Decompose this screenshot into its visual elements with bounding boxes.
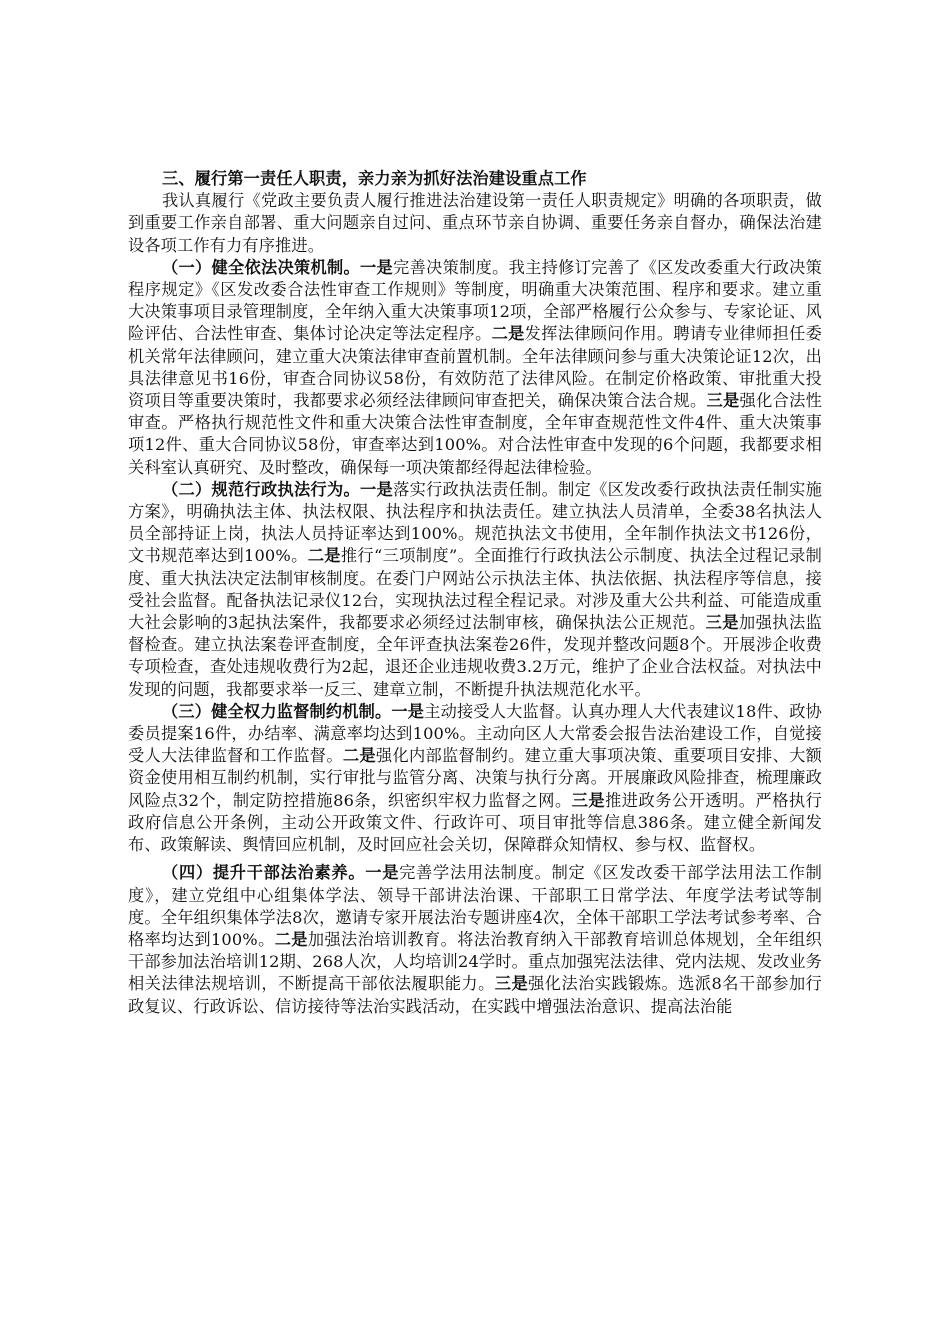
point-lead: 一是 xyxy=(391,701,425,721)
subsection-title: （一）健全依法决策机制。 xyxy=(162,257,361,277)
point-text: 强化内部监督制约。建立重大事项决策、重要项目安排、大额资金使用相互制约机制，实行审批与监管分离、决策与执行分离。开展廉政风险排查，梳理廉政风险点32个，制定防控措施86条，织密织牢权力监督之网。 xyxy=(128,746,822,810)
point-lead: 二是 xyxy=(307,546,341,566)
paragraph-legal-literacy xyxy=(128,862,822,1017)
point-text: 强化合法性审查。严格执行规范性文件和重大决策合法性审查制度，全年审查规范性文件4件、重大决策事项12件、重大合同协议58份，审查率达到100%。对合法性审查中发现的6个问题，我都要求相关科室认真研究、及时整改，确保每一项决策都经得起法律检验。 xyxy=(128,391,822,477)
point-text: 推进政务公开透明。严格执行政府信息公开条例，主动公开政策文件、行政许可、项目审批等信息386条。建立健全新闻发布、政策解读、舆情回应机制，及时回应社会关切，保障群众知情权、参与权、监督权。 xyxy=(128,790,822,855)
point-text: 完善学法用法制度。制定《区发改委干部学法用法工作制度》，建立党组中心组集体学法、领导干部讲法治课、干部职工日常学法、年度学法考试等制度。全年组织集体学法8次，邀请专家开展法治专题讲座4次，全体干部职工学法考试参考率、合格率均达到100%。 xyxy=(128,863,822,949)
paragraph-law-enforcement xyxy=(128,479,822,701)
point-text: 主动接受人大监督。认真办理人大代表建议18件、政协委员提案16件，办结率、满意率均达到100%。主动向区人大常委会报告法治建设工作，自觉接受人大法律监督和工作监督。 xyxy=(128,701,822,766)
subsection-title: （三）健全权力监督制约机制。 xyxy=(162,701,392,721)
paragraph-decision-mechanism xyxy=(128,257,822,479)
point-text: 发挥法律顾问作用。聘请专业律师担任委机关常年法律顾问，建立重大决策法律审查前置机制。全年法律顾问参与重大决策论证12次，出具法律意见书16份，审查合同协议58份，有效防范了法律风险。在制定价格政策、审批重大投资项目等重要决策时，我都要求必须经法律顾问审查把关，确保决策合法合规。 xyxy=(128,324,822,411)
paragraph-power-supervision xyxy=(128,701,822,856)
intro-paragraph: 我认真履行《党政主要负责人履行推进法治建设第一责任人职责规定》明确的各项职责，做到重要工作亲自部署、重大问题亲自过问、重点环节亲自协调、重要任务亲自督办，确保法治建设各项工作有力有序推进。 xyxy=(128,191,822,255)
point-lead: 三是 xyxy=(706,391,740,411)
point-lead: 一是 xyxy=(360,257,394,277)
point-text: 强化法治实践锻炼。选派8名干部参加行政复议、行政诉讼、信访接待等法治实践活动，在实践中增强法治意识、提高法治能 xyxy=(128,974,822,1016)
point-text: 完善决策制度。我主持修订完善了《区发改委重大行政决策程序规定》《区发改委合法性审查工作规则》等制度，明确重大决策范围、程序和要求。建立重大决策事项目录管理制度，全年纳入重大决策事项12项，全部严格履行公众参与、专家论证、风险评估、合法性审查、集体讨论决定等法定程序。 xyxy=(128,257,822,344)
point-lead: 三是 xyxy=(705,613,739,633)
subsection-title: （四）提升干部法治素养。 xyxy=(162,863,366,883)
point-lead: 一是 xyxy=(365,863,400,883)
section-heading: 三、履行第一责任人职责，亲力亲为抓好法治建设重点工作 xyxy=(162,169,587,188)
point-lead: 二是 xyxy=(342,746,376,766)
point-lead: 三是 xyxy=(571,790,606,810)
point-lead: 二是 xyxy=(491,324,525,344)
point-lead: 二是 xyxy=(274,929,308,949)
point-text: 加强法治培训教育。将法治教育纳入干部教育培训总体规划，全年组织干部参加法治培训12期、268人次，人均培训24学时。重点加强宪法法律、党内法规、发改业务相关法律法规培训，不断提高干部依法履职能力。 xyxy=(128,929,822,994)
subsection-title: （二）规范行政执法行为。 xyxy=(162,479,361,499)
point-text: 加强执法监督检查。建立执法案卷评查制度，全年评查执法案卷26件，发现并整改问题8个。开展涉企收费专项检查，查处违规收费行为2起，退还企业违规收费3.2万元，维护了企业合法权益。对执法中发现的问题，我都要求举一反三、建章立制，不断提升执法规范化水平。 xyxy=(128,613,822,699)
point-lead: 三是 xyxy=(494,974,529,994)
document-page xyxy=(128,168,822,1018)
point-text: 推行“三项制度”。全面推行行政执法公示制度、执法全过程记录制度、重大执法决定法制审核制度。在委门户网站公示执法主体、执法依据、执法程序等信息，接受社会监督。配备执法记录仪12台，实现执法过程全程记录。对涉及重大公共利益、可能造成重大社会影响的3起执法案件，我都要求必须经过法制审核，确保执法公正规范。 xyxy=(128,546,822,633)
point-lead: 一是 xyxy=(360,479,394,499)
point-text: 落实行政执法责任制。制定《区发改委行政执法责任制实施方案》，明确执法主体、执法权限、执法程序和执法责任。建立执法人员清单，全委38名执法人员全部持证上岗，执法人员持证率达到100%。规范执法文书使用，全年制作执法文书126份，文书规范率达到100%。 xyxy=(128,479,822,566)
